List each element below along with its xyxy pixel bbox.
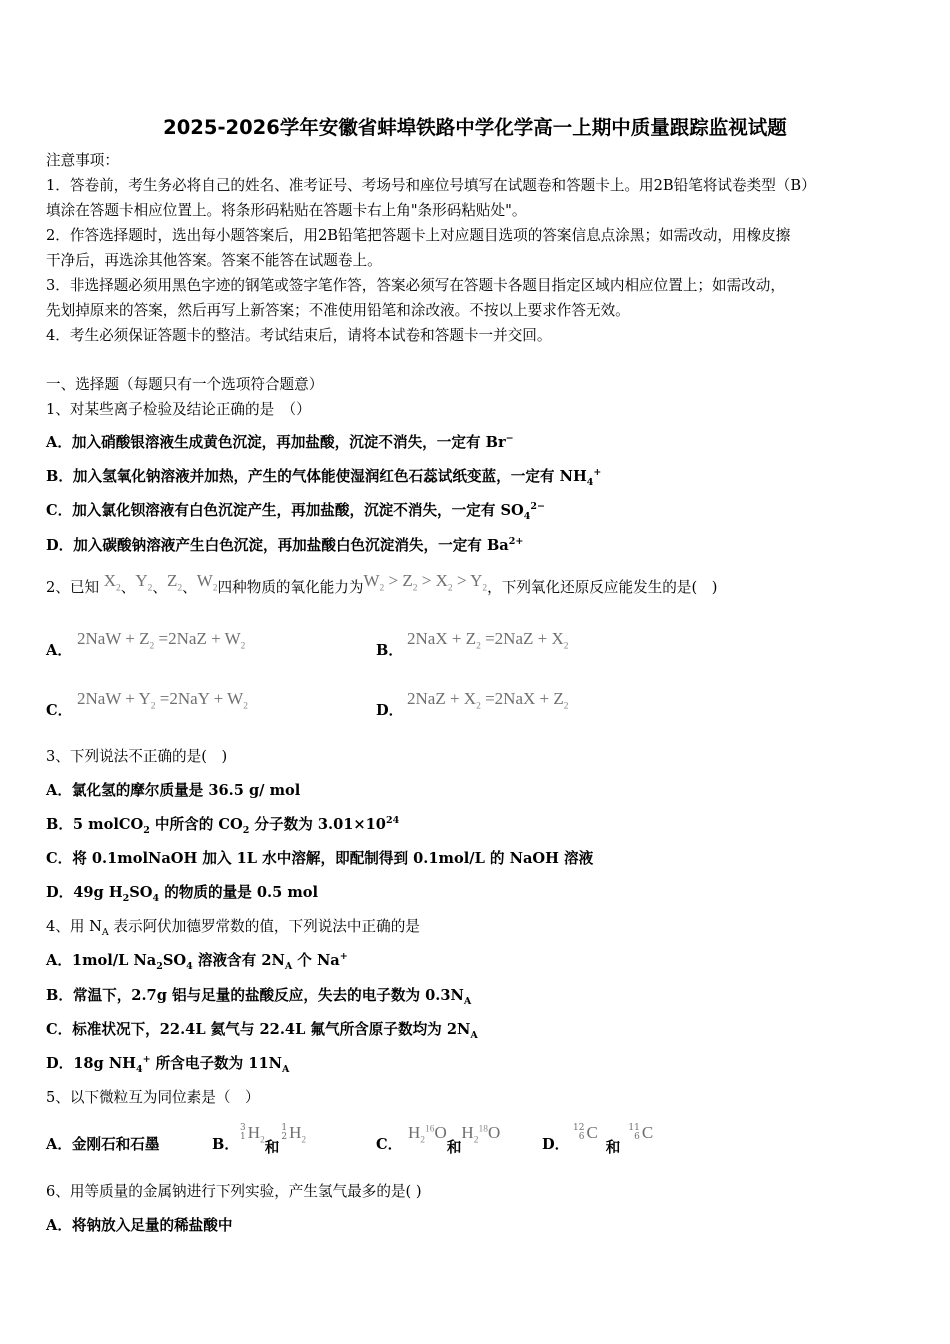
question-5-option-c-label: C． <box>376 1136 403 1153</box>
question-2-option-c-label: C． <box>46 702 73 719</box>
question-6-option-a: A．将钠放入足量的稀盐酸中 <box>46 1217 233 1234</box>
question-3-option-c: C．将 0.1molNaOH 加入 1L 水中溶解，即配制得到 0.1mol/L 的 NaOH 溶液 <box>46 850 594 867</box>
question-3-option-b: B．5 molCO$_2$ 中所含的 $CO_2$ 分子数为 $3.01\times 10^{24}$ <box>46 815 400 836</box>
question-4-option-b: B．常温下，2.7g 铝与足量的盐酸反应，失去的电子数为 $0.3N_A$ <box>46 987 472 1007</box>
notice-item-4: 4．考生必须保证答题卡的整洁。考试结束后，请将本试卷和答题卡一并交回。 <box>46 327 552 344</box>
section-heading: 一、选择题（每题只有一个选项符合题意） <box>46 376 324 393</box>
notice-item-1a: 1．答卷前，考生务必将自己的姓名、准考证号、考场号和座位号填写在试题卷和答题卡上。用2B铅笔将试卷类型（B） <box>46 177 816 194</box>
notice-item-3a: 3．非选择题必须用黑色字迹的钢笔或签字笔作答，答案必须写在答题卡各题目指定区域内相应位置上；如需改动， <box>46 277 785 294</box>
question-5-option-c-formula: $H_2^{16}O$和$H_2^{18}O$ <box>408 1123 501 1156</box>
question-2-option-b-label: B． <box>376 642 403 659</box>
question-4-option-d: D．18g $NH_4^+$ 所含电子数为 $11N_A$ <box>46 1054 290 1075</box>
question-1-stem: 1、对某些离子检验及结论正确的是 （） <box>46 401 311 418</box>
question-6-stem: 6、用等质量的金属钠进行下列实验，产生氢气最多的是( ) <box>46 1183 422 1200</box>
question-3-option-a: A．氯化氢的摩尔质量是 36.5 g/ mol <box>46 782 301 799</box>
question-2-option-c-equation: $2NaW + Y_2 =2NaY + W_2$ <box>77 689 248 712</box>
question-5-option-a: A．金刚石和石墨 <box>46 1136 160 1153</box>
notice-item-1b: 填涂在答题卡相应位置上。将条形码粘贴在答题卡右上角"条形码粘贴处"。 <box>46 202 527 219</box>
notice-heading: 注意事项： <box>46 152 119 169</box>
notice-item-2a: 2．作答选择题时，选出每小题答案后，用2B铅笔把答题卡上对应题目选项的答案信息点涂黑；如需改动，用橡皮擦 <box>46 227 791 244</box>
question-1-option-c: C．加入氯化钡溶液有白色沉淀产生，再加盐酸，沉淀不消失，一定有 $SO_4^{2-}$ <box>46 501 545 522</box>
question-5-stem: 5、以下微粒互为同位素是（ ） <box>46 1089 260 1106</box>
page-title: 2025-2026学年安徽省蚌埠铁路中学化学高一上期中质量跟踪监视试题 <box>163 116 787 139</box>
question-3-stem: 3、下列说法不正确的是( ) <box>46 748 228 765</box>
question-2-option-d-equation: $2NaZ + X_2 =2NaX + Z_2$ <box>407 689 569 712</box>
question-5-option-d-formula: 12 6 C和 11 6 C <box>573 1123 654 1156</box>
question-5-option-d-label: D． <box>542 1136 570 1153</box>
question-2-stem: 2、已知 $X_2$、$Y_2$、$Z_2$、$W_2$四种物质的氧化能力为$W_2 > Z_2 > X_2 > Y_2$，下列氧化还原反应能发生的是( ) <box>46 571 718 596</box>
question-1-option-d: D．加入碳酸钠溶液产生白色沉淀，再加盐酸白色沉淀消失，一定有 $Ba^{2+}$ <box>46 536 524 554</box>
question-5-option-b-formula: 3 1 $H_2$和 1 2 $H_2$ <box>240 1123 307 1156</box>
question-4-option-a: A．1mol/L $Na_2SO_4$ 溶液含有 $2N_A$ 个 Na+ <box>46 951 348 972</box>
question-2-option-a-equation: $2NaW + Z_2 =2NaZ + W_2$ <box>77 629 246 652</box>
question-1-option-b: B．加入氢氧化钠溶液并加热，产生的气体能使湿润红色石蕊试纸变蓝，一定有 $NH_4^+$ <box>46 467 602 488</box>
question-4-option-c: C．标准状况下，22.4L 氦气与 22.4L 氟气所含原子数均为 $2N_A$ <box>46 1021 478 1041</box>
question-1-option-a: A．加入硝酸银溶液生成黄色沉淀，再加盐酸，沉淀不消失，一定有 Br− <box>46 433 514 451</box>
question-2-option-b-equation: $2NaX + Z_2 =2NaZ + X_2$ <box>407 629 569 652</box>
question-2-option-a-label: A． <box>46 642 72 659</box>
question-5-option-b-label: B． <box>212 1136 239 1153</box>
notice-item-2b: 干净后，再选涂其他答案。答案不能答在试题卷上。 <box>46 252 382 269</box>
notice-item-3b: 先划掉原来的答案，然后再写上新答案；不准使用铅笔和涂改液。不按以上要求作答无效。 <box>46 302 630 319</box>
question-3-option-d: D．49g $H_2SO_4$ 的物质的量是 0.5 mol <box>46 884 319 904</box>
question-4-stem: 4、用 $N_A$ 表示阿伏加德罗常数的值，下列说法中正确的是 <box>46 918 420 938</box>
question-2-option-d-label: D． <box>376 702 404 719</box>
